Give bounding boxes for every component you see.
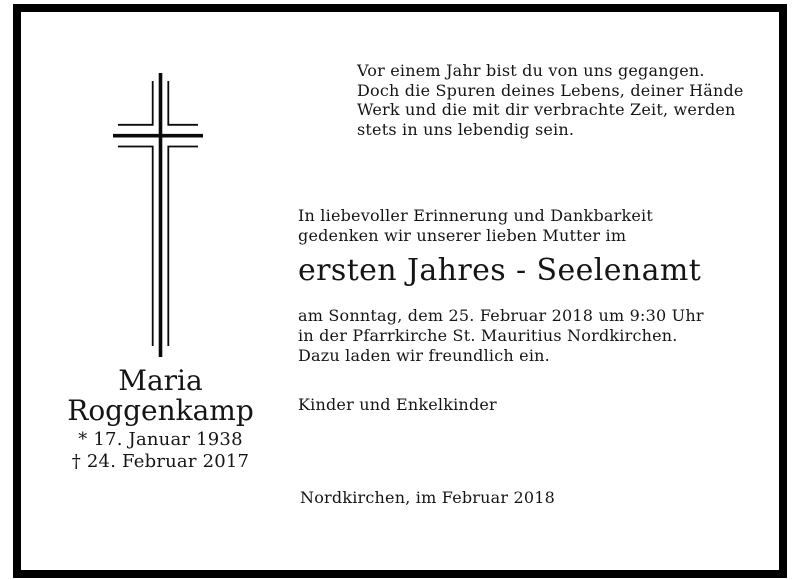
service-detail-line: am Sonntag, dem 25. Februar 2018 um 9:30 Uhr [298, 306, 704, 325]
deceased-dates [53, 429, 268, 473]
memorial-cross-icon [100, 65, 220, 365]
birth-date-line: * 17. Januar 1938 [78, 429, 243, 450]
service-detail-line: Dazu laden wir freundlich ein. [298, 346, 550, 365]
service-details [298, 306, 704, 366]
verse-line: Werk und die mit dir verbrachte Zeit, werden [357, 100, 736, 119]
verse-line: stets in uns lebendig sein. [357, 119, 575, 139]
verse-line: Doch die Spuren deines Lebens, deiner Hände [357, 80, 744, 100]
mourners-line: Kinder und Enkelkinder [298, 395, 497, 414]
verse-line: Vor einem Jahr bist du von uns gegangen. [357, 61, 705, 80]
invitation-intro [298, 206, 653, 245]
deceased-first-name: Maria [118, 364, 203, 397]
death-date-line: † 24. Februar 2017 [71, 451, 250, 472]
service-detail-line: in der Pfarrkirche St. Mauritius Nordkirchen. [298, 326, 678, 345]
service-title: ersten Jahres - Seelenamt [298, 253, 702, 288]
intro-line: gedenken wir unserer lieben Mutter im [298, 225, 627, 245]
intro-line: In liebevoller Erinnerung und Dankbarkeit [298, 206, 653, 225]
deceased-name-block [53, 366, 268, 473]
place-date-line: Nordkirchen, im Februar 2018 [300, 488, 556, 507]
deceased-last-name: Roggenkamp [67, 394, 254, 427]
memorial-verse [357, 61, 744, 139]
